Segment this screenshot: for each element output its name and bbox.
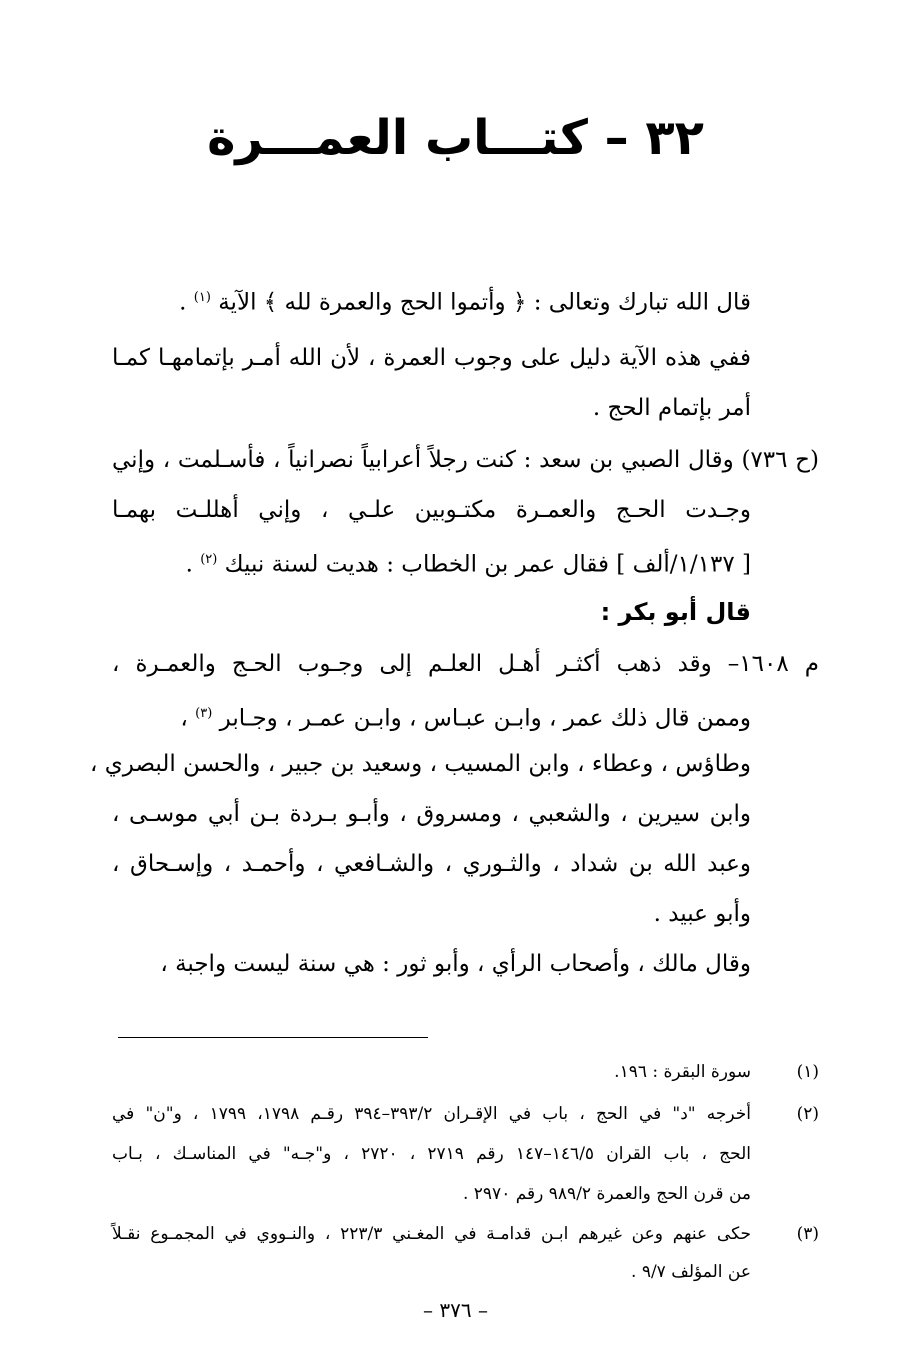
footnote-1: سورة البقرة : ١٩٦. <box>614 1062 751 1082</box>
punctuation: ، <box>180 705 188 732</box>
footnote-number-2: (٢) <box>796 1104 819 1124</box>
footnote-number-3: (٣) <box>796 1224 819 1244</box>
hadith-line-3 <box>112 540 751 585</box>
issue-line-4: وابن سيرين ، والشعبي ، ومسروق ، وأبـو بـردة بـن أبي موسـى ، <box>112 801 751 827</box>
issue-line-5: وعبد الله بن شداد ، والثـوري ، والشـافعي ، وأحمـد ، وإسـحاق ، <box>112 851 751 877</box>
chapter-title: ٣٢ – كتـــاب العمـــرة <box>207 110 704 166</box>
verse-quote: قال الله تبارك وتعالى : ﴿ وأتموا الحج والعمرة لله ﴾ الآية <box>218 289 751 316</box>
footnote-ref-1: (١) <box>193 290 211 305</box>
footnote-2-line-1: أخرجه "د" في الحج ، باب في الإقـران ٣٩٣/٢–٣٩٤ رقـم ١٧٩٨، ١٧٩٩ ، و"ن" في <box>112 1104 751 1124</box>
punctuation: . <box>179 289 187 316</box>
hadith-text: [ ١/١٣٧/ألف ] فقال عمر بن الخطاب : هديت لسنة نبيك <box>224 551 751 578</box>
footnote-3-line-2: عن المؤلف ٩/٧ . <box>631 1262 751 1282</box>
body-line-1 <box>112 278 751 323</box>
footnote-ref-2: (٢) <box>200 552 218 567</box>
section-heading: قال أبو بكر : <box>600 598 751 626</box>
issue-line-1: م ١٦٠٨– وقد ذهب أكثـر أهـل العلـم إلى وجـوب الحـج والعمـرة ، <box>112 651 819 677</box>
footnote-number-1: (١) <box>796 1062 819 1082</box>
issue-line-7: وقال مالك ، وأصحاب الرأي ، وأبو ثور : هي سنة ليست واجبة ، <box>160 951 751 977</box>
issue-text: وممن قال ذلك عمر ، وابـن عبـاس ، وابـن عمـر ، وجـابر <box>219 705 751 732</box>
hadith-line-2: وجـدت الحـج والعمـرة مكتـوبين علـي ، وإني أهللـت بهمـا <box>112 497 751 523</box>
punctuation: . <box>185 551 193 578</box>
footnote-2-line-2: الحج ، باب القران ١٤٦/٥–١٤٧ رقم ٢٧١٩ ، ٢٧٢٠ ، و"جـه" في المناسـك ، بـاب <box>112 1144 751 1164</box>
body-line-2: ففي هذه الآية دليل على وجوب العمرة ، لأن الله أمـر بإتمامهـا كمـا <box>112 345 751 371</box>
hadith-line-1: (ح ٧٣٦) وقال الصبي بن سعد : كنت رجلاً أعرابياً نصرانياً ، فأسـلمت ، وإني <box>112 447 819 473</box>
issue-line-3: وطاؤس ، وعطاء ، وابن المسيب ، وسعيد بن جبير ، والحسن البصري ، <box>90 751 751 777</box>
issue-line-2 <box>112 694 751 739</box>
issue-line-6: وأبو عبيد . <box>653 901 751 927</box>
footnote-ref-3: (٣) <box>195 706 213 721</box>
body-line-3: أمر بإتمام الحج . <box>592 395 751 421</box>
footnote-2-line-3: من قرن الحج والعمرة ٩٨٩/٢ رقم ٢٩٧٠ . <box>462 1184 751 1204</box>
footnote-3-line-1: حكى عنهم وعن غيرهم ابـن قدامـة في المغـني ٢٢٣/٣ ، والنـووي في المجمـوع نقـلاً <box>112 1224 751 1244</box>
page-number: – ٣٧٦ – <box>423 1298 488 1322</box>
footnote-separator <box>118 1037 428 1038</box>
